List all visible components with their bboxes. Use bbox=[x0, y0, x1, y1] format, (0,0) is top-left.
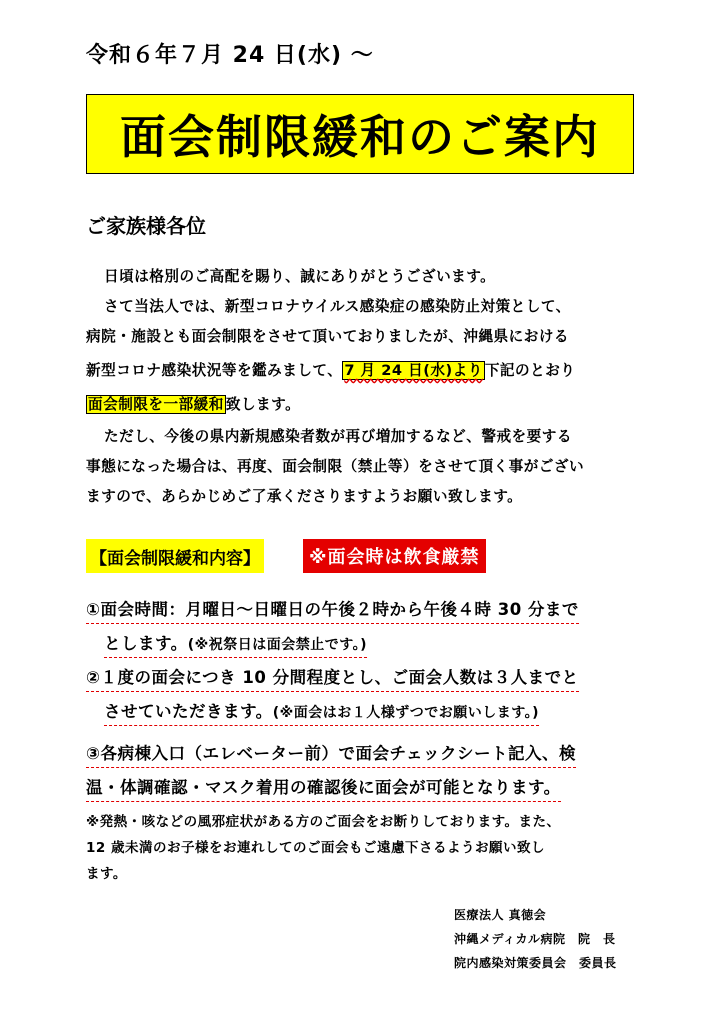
effective-date-highlight: 7 月 24 日(水)より bbox=[344, 362, 483, 379]
title-box bbox=[86, 94, 634, 174]
item-3-line-2: 温・体調確認・マスク着用の確認後に面会が可能となります。 bbox=[86, 774, 561, 802]
item-2-line-2-main: させていただきます。 bbox=[104, 702, 273, 721]
body-line-4-post: 下記のとおり bbox=[484, 362, 576, 379]
note-line-3: ます。 bbox=[86, 866, 127, 882]
salutation: ご家族様各位 bbox=[86, 214, 206, 238]
body-line-6: ただし、今後の県内新規感染者数が再び増加するなど、警戒を要する bbox=[104, 428, 572, 445]
item-1-line-1: ①面会時間：月曜日～日曜日の午後２時から午後４時 30 分まで bbox=[86, 596, 579, 624]
item-1-note: (※祝祭日は面会禁止です。) bbox=[187, 637, 367, 653]
body-line-3: 病院・施設とも面会制限をさせて頂いておりましたが、沖縄県における bbox=[86, 328, 570, 345]
body-line-2: さて当法人では、新型コロナウイルス感染症の感染防止対策として、 bbox=[104, 298, 571, 315]
notice-date: 令和６年７月 24 日(水) ～ bbox=[86, 43, 374, 68]
item-1-line-2 bbox=[104, 630, 367, 658]
body-line-4 bbox=[86, 356, 575, 386]
body-line-5 bbox=[86, 390, 300, 420]
page-title: 面会制限緩和のご案内 bbox=[120, 110, 600, 164]
item-2-note: (※面会はお１人様ずつでお願いします。) bbox=[272, 705, 539, 721]
body-line-7: 事態になった場合は、再度、面会制限（禁止等）をさせて頂く事がござい bbox=[86, 458, 585, 475]
signature-committee: 院内感染対策委員会 委員長 bbox=[454, 956, 617, 970]
body-line-8: ますので、あらかじめご了承くださりますようお願い致します。 bbox=[86, 488, 523, 505]
section-heading: 【面会制限緩和内容】 bbox=[86, 539, 264, 573]
no-eating-warning: ※面会時は飲食厳禁 bbox=[303, 539, 486, 573]
item-2-line-1: ②１度の面会につき 10 分間程度とし、ご面会人数は３人までと bbox=[86, 664, 579, 692]
body-line-1: 日頃は格別のご高配を賜り、誠にありがとうございます。 bbox=[104, 268, 496, 285]
item-2-line-2 bbox=[104, 698, 539, 726]
signature-org: 医療法人 真徳会 bbox=[454, 908, 547, 922]
body-line-5-post: 致します。 bbox=[225, 396, 301, 413]
signature-hospital: 沖縄メディカル病院 院 長 bbox=[454, 932, 616, 946]
relaxation-highlight: 面会制限を一部緩和 bbox=[88, 396, 224, 413]
note-line-1: ※発熱・咳などの風邪症状がある方のご面会をお断りしております。また、 bbox=[86, 814, 561, 830]
body-line-4-pre: 新型コロナ感染状況等を鑑みまして、 bbox=[86, 362, 343, 379]
item-3-line-1: ③各病棟入口（エレベーター前）で面会チェックシート記入、検 bbox=[86, 740, 576, 768]
item-1-line-2-main: とします。 bbox=[104, 634, 188, 653]
note-line-2: 12 歳未満のお子様をお連れしてのご面会もご遠慮下さるようお願い致し bbox=[86, 840, 545, 856]
